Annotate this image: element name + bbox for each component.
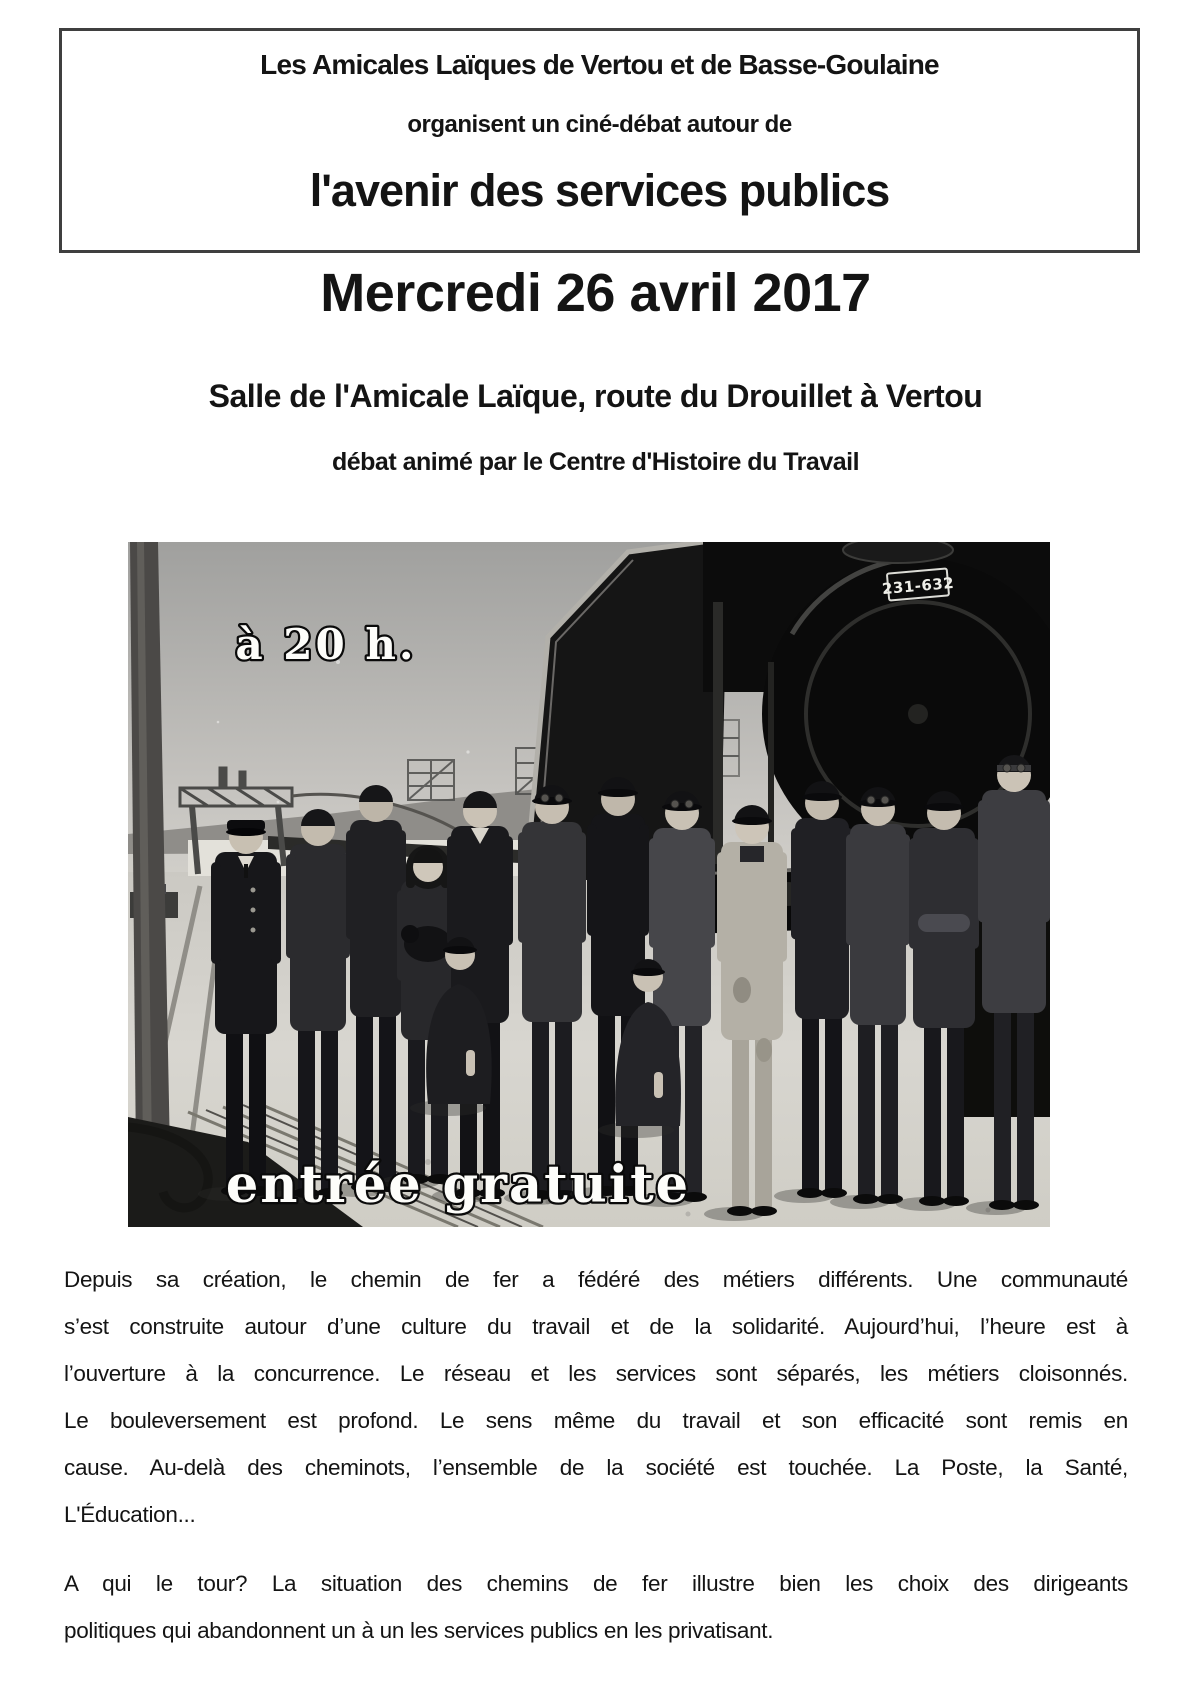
topic-title: l'avenir des services publics bbox=[309, 165, 890, 216]
locomotive-number-plate bbox=[881, 568, 955, 601]
header-box bbox=[59, 28, 1140, 253]
event-date: Mercredi 26 avril 2017 bbox=[320, 263, 871, 323]
text-line: A qui le tour? La situation des chemins de fer illustre bien les choix des dirigeants bbox=[64, 1571, 1128, 1596]
text-line: Depuis sa création, le chemin de fer a fédéré des métiers différents. Une communauté bbox=[64, 1267, 1128, 1292]
intro-line: organisent un ciné-débat autour de bbox=[407, 111, 792, 138]
body-paragraph-1 bbox=[64, 1256, 1128, 1538]
text-line: politiques qui abandonnent un à un les services publics en les privatisant. bbox=[64, 1618, 774, 1643]
event-venue: Salle de l'Amicale Laïque, route du Drouillet à Vertou bbox=[208, 378, 983, 414]
text-line: l’ouverture à la concurrence. Le réseau et les services sont séparés, les métiers cloisonnés. bbox=[64, 1361, 1128, 1386]
organizers-line: Les Amicales Laïques de Vertou et de Basse-Goulaine bbox=[260, 49, 939, 80]
text-line: L'Éducation... bbox=[64, 1502, 196, 1527]
time-overlay-text: à 20 h. bbox=[235, 620, 417, 669]
body-paragraph-2 bbox=[64, 1560, 1128, 1654]
text-line: s’est construite autour d’une culture du travail et de la solidarité. Aujourd’hui, l’heure est à bbox=[64, 1314, 1128, 1339]
locomotive-number: 231-632 bbox=[881, 573, 955, 599]
admission-overlay-text: entrée gratuite bbox=[225, 1155, 691, 1215]
text-line: Le bouleversement est profond. Le sens même du travail et son efficacité sont remis en bbox=[64, 1408, 1128, 1433]
text-line: cause. Au-delà des cheminots, l’ensemble de la société est touchée. La Poste, la Santé, bbox=[64, 1455, 1128, 1480]
event-photo bbox=[128, 542, 1050, 1227]
event-moderator: débat animé par le Centre d'Histoire du Travail bbox=[331, 448, 860, 476]
